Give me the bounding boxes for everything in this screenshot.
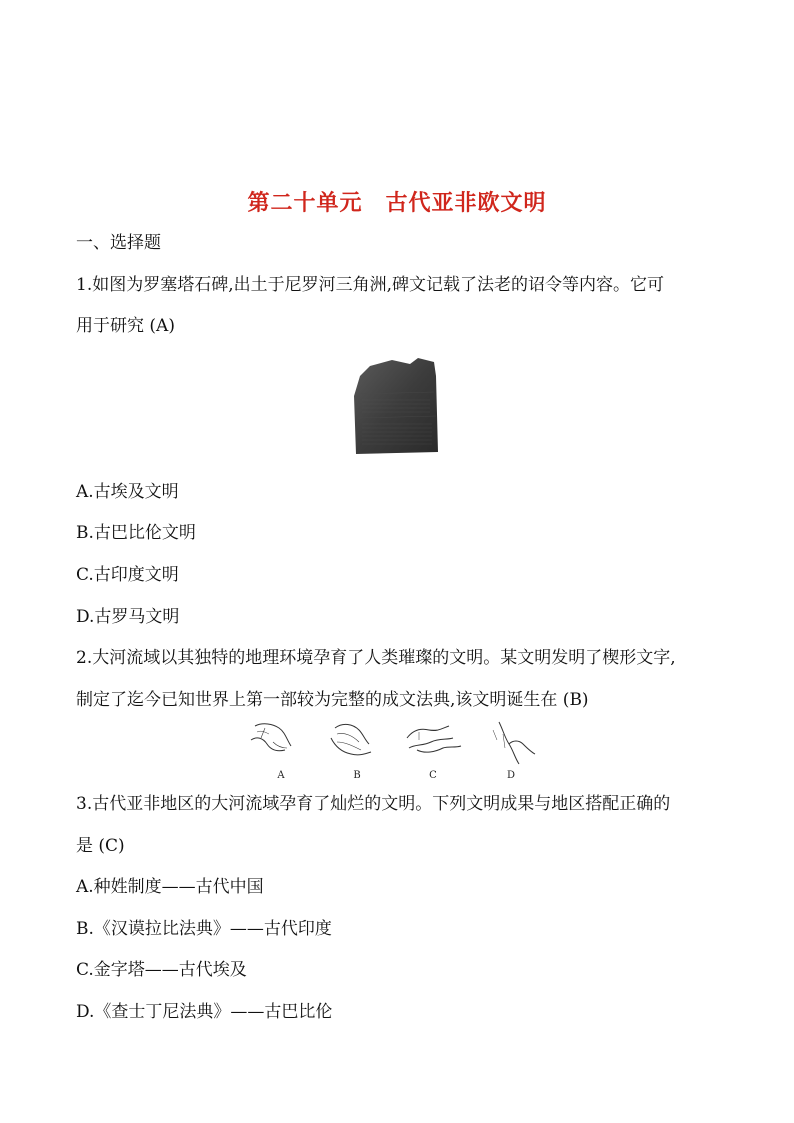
river-map-c <box>407 726 461 752</box>
river-map-d <box>493 722 535 764</box>
river-map-a <box>251 724 291 751</box>
page-title: 第二十单元 古代亚非欧文明 <box>247 191 547 216</box>
map-label-c: C <box>429 770 437 781</box>
question-2-text-line-1: 2.大河流域以其独特的地理环境孕育了人类璀璨的文明。某文明发明了楔形文字, <box>76 648 676 668</box>
question-3-text-line-1: 3.古代亚非地区的大河流域孕育了灿烂的文明。下列文明成果与地区搭配正确的 <box>76 794 671 814</box>
question-1-option-b: B.古巴比伦文明 <box>76 523 196 543</box>
question-1-option-a: A.古埃及文明 <box>76 482 179 502</box>
map-label-d: D <box>506 770 516 781</box>
map-label-b: B <box>353 770 361 781</box>
question-3-option-b: B.《汉谟拉比法典》——古代印度 <box>76 919 332 939</box>
question-1-text-line-2: 用于研究 (A) <box>76 316 175 336</box>
question-3-option-a: A.种姓制度——古代中国 <box>76 877 264 897</box>
question-3-text-line-2: 是 (C) <box>76 836 125 856</box>
rosetta-stone-image <box>354 356 438 454</box>
question-3-option-d: D.《查士丁尼法典》——古巴比伦 <box>76 1002 333 1022</box>
question-2-text-line-2: 制定了迄今已知世界上第一部较为完整的成文法典,该文明诞生在 (B) <box>76 690 589 710</box>
question-1-option-c: C.古印度文明 <box>76 565 179 585</box>
question-1-text-line-1: 1.如图为罗塞塔石碑,出土于尼罗河三角洲,碑文记载了法老的诏令等内容。它可 <box>76 275 665 295</box>
section-heading: 一、选择题 <box>76 233 161 253</box>
question-1-option-d: D.古罗马文明 <box>76 607 180 627</box>
river-maps-figure <box>243 718 543 782</box>
river-map-b <box>331 724 371 754</box>
map-label-a: A <box>277 770 285 781</box>
question-3-option-c: C.金字塔——古代埃及 <box>76 960 247 980</box>
